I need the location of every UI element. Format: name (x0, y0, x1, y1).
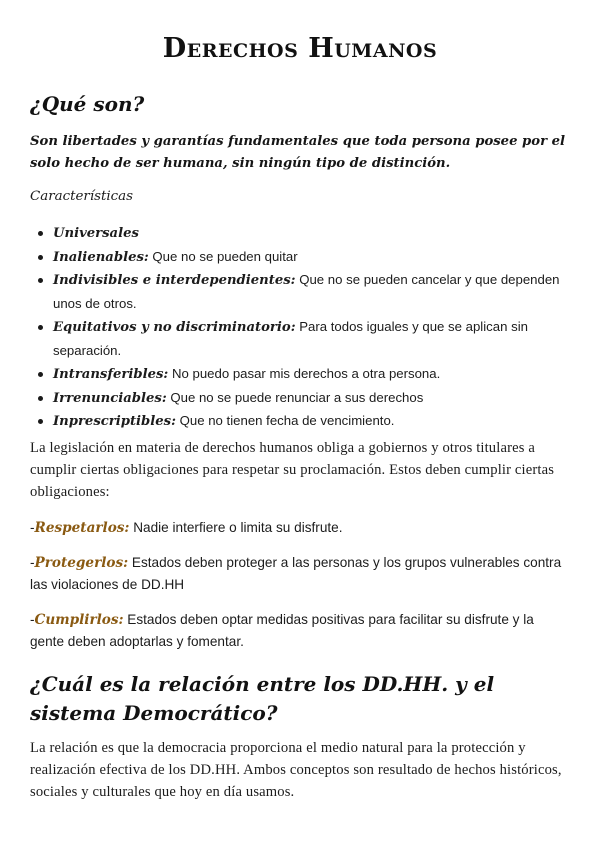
item-term: Universales (53, 226, 139, 241)
obligation-prefix: - (30, 555, 35, 570)
item-definition: Que no se pueden quitar (148, 248, 298, 264)
obligation-name: Cumplirlos: (34, 612, 124, 628)
legislation-paragraph: La legislación en materia de derechos humanos obliga a gobiernos y otros titulares a cumplir ciertas obligaciones para respetar su proclamación. Estos deben cumplir ciertas obligaciones: (30, 440, 555, 500)
item-term: Inprescriptibles: (53, 414, 176, 429)
item-definition: Que no tienen fecha de vencimiento. (175, 413, 395, 428)
item-term: Intransferibles: (53, 367, 169, 382)
item-definition: Que no se puede renunciar a sus derechos (166, 389, 424, 405)
item-term: Inalienables: (53, 249, 149, 265)
characteristics-subheading: Características (30, 189, 133, 204)
obligation-protegerlos (30, 552, 570, 596)
list-item (30, 246, 570, 270)
list-item (30, 363, 570, 387)
section-heading-que-son: ¿Qué son? (30, 92, 145, 116)
obligation-text: Estados deben optar medidas positivas para facilitar su disfrute y la gente deben adoptarlas y fomentar. (30, 612, 534, 649)
list-item (30, 222, 570, 246)
obligation-text: Estados deben proteger a las personas y los grupos vulnerables contra las violaciones de DD.HH (30, 555, 562, 592)
obligation-text: Nadie interfiere o limita su disfrute. (129, 520, 343, 535)
item-definition: No puedo pasar mis derechos a otra persona. (168, 366, 441, 381)
intro-paragraph: Son libertades y garantías fundamentales que toda persona posee por el solo hecho de ser humana, sin ningún tipo de distinción. (30, 134, 566, 171)
item-term: Irrenunciables: (53, 390, 167, 406)
list-item (30, 410, 570, 434)
list-item (30, 387, 570, 411)
relation-paragraph: La relación es que la democracia proporciona el medio natural para la protección y realización efectiva de los DD.HH. Ambos conceptos son resultado de hechos históricos, sociales y culturales que hoy en día usamos. (30, 740, 562, 800)
obligation-cumplirlos (30, 609, 570, 653)
list-item (30, 316, 570, 363)
item-definition: Que no se pueden cancelar y que dependen unos de otros. (53, 272, 560, 311)
document-title: Derechos Humanos (162, 33, 438, 64)
obligation-prefix: - (30, 520, 35, 535)
characteristics-list (30, 222, 570, 434)
obligation-respetarlos (30, 517, 570, 539)
item-definition: Para todos iguales y que se aplican sin separación. (53, 319, 528, 358)
item-term: Equitativos y no discriminatorio: (53, 320, 296, 335)
section-heading-relacion: ¿Cuál es la relación entre los DD.HH. y el sistema Democrático? (30, 672, 495, 725)
obligation-prefix: - (30, 612, 35, 627)
list-item (30, 269, 570, 316)
item-term: Indivisibles e interdependientes: (53, 273, 296, 288)
obligation-name: Respetarlos: (34, 520, 130, 536)
obligation-name: Protegerlos: (34, 555, 129, 571)
